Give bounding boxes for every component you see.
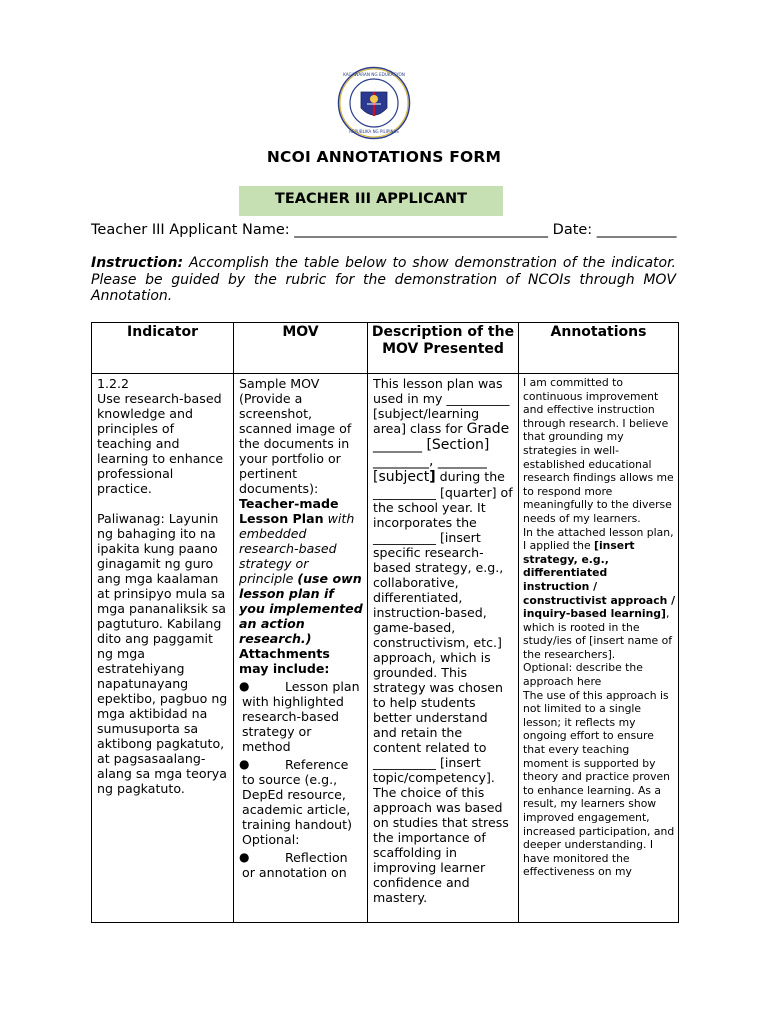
annotations-p4: The use of this approach is not limited to a single lesson; it reflects my ongoing effort to ensure that every teaching moment is supported by theory and practice proven to enhance learning. As a result, my learners show improved engagement, increased participation, and deeper understanding. I have monitored the effectiveness on my: [523, 688, 675, 879]
header-description: Description of the MOV Presented: [368, 323, 519, 374]
table-header-row: [92, 323, 679, 374]
mov-bullet-reflection-text: or annotation on: [242, 865, 347, 880]
annotations-strategy-bold: [insert strategy, e.g., differentiated instruction / constructivist approach / inquiry-based learning]: [523, 539, 676, 621]
instruction-paragraph: [91, 255, 676, 305]
indicator-cell: [92, 374, 234, 923]
instruction-label: Instruction:: [91, 255, 184, 271]
mov-bullet-lesson-plan-text: with highlighted research-based strategy or method: [242, 694, 344, 754]
bullet-icon: ●: [239, 757, 250, 771]
mov-bullet-reference-text: to source (e.g., DepEd resource, academic article, training handout) Optional:: [242, 772, 353, 847]
mov-cell: [234, 374, 368, 923]
ncoi-annotations-table: [91, 322, 679, 923]
header-indicator: Indicator: [92, 323, 234, 374]
mov-intro: Sample MOV (Provide a screenshot, scanned image of the documents in your portfolio or pertinent documents):: [239, 376, 352, 496]
applicant-name-date-line: Teacher III Applicant Name: ___________________________________ Date: ___________: [91, 222, 677, 238]
description-p2: during the __________ [quarter] of the school year. It incorporates the __________ [insert specific research-based strategy, e.g., collaborative, differentiated, instruction-based, game-based, constructivism, etc.] approach, which is grounded. This strategy was chosen to help students better understand and retain the content related to __________ [insert topic/competency]. The choice of this approach was based on studies that stress the importance of scaffolding in improving learner confidence and mastery.: [373, 469, 513, 905]
mov-bullet-reference: ● Reference: [239, 757, 349, 772]
annotations-p3: Optional: describe the approach here: [523, 661, 643, 689]
description-subject: [subject: [373, 469, 430, 485]
applicant-type-banner: TEACHER III APPLICANT: [239, 186, 503, 216]
mov-lesson-plan-bold: Teacher-made Lesson Plan: [239, 496, 339, 526]
mov-embedded-italic: with embedded research-based strategy or principle: [239, 511, 355, 586]
bullet-icon: ●: [239, 679, 250, 693]
table-row: [92, 374, 679, 923]
mov-own-lesson-plan-note: (use own lesson plan if you implemented an action research.): [239, 571, 363, 646]
annotations-p1: I am committed to continuous improvement and effective instruction through research. I believe that grounding my strategies in well-established educational research findings allows me to respond more meaningfully to the diverse needs of my learners.: [523, 376, 674, 525]
mov-bullet-reflection: ● Reflection: [239, 850, 348, 865]
deped-seal-logo: [337, 66, 411, 140]
annotations-p2-post: , which is rooted in the study/ies of [insert name of the researchers].: [523, 607, 673, 661]
svg-text:KAGAWARAN NG EDUKASYON: KAGAWARAN NG EDUKASYON: [343, 72, 405, 77]
header-annotations: Annotations: [519, 323, 679, 374]
indicator-code: 1.2.2: [97, 376, 130, 391]
annotations-p2-pre: In the attached lesson plan, I applied the: [523, 525, 674, 553]
annotations-cell: [519, 374, 679, 923]
instruction-text: Accomplish the table below to show demonstration of the indicator. Please be guided by the rubric for the demonstration of NCOIs through MOV Annotation.: [91, 255, 676, 304]
description-p1: This lesson plan was used in my __________ [subject/learning area] class for: [373, 376, 510, 436]
description-grade: Grade _______ [Section] ________, _______: [373, 421, 510, 469]
svg-text:REPUBLIKA NG PILIPINAS: REPUBLIKA NG PILIPINAS: [349, 129, 399, 134]
description-cell: This lesson plan was used in my __________ [subject/learning area] class for Grade _______ [Section] ________, _______ [subject] during the __________ [quarter] of the school year. It incorporates the __________ [insert specific research-based strategy, e.g., collaborative, differentiated, instruction-based, game-based, constructivism, etc.] approach, which is grounded. This strategy was chosen to help students better understand and retain the content related to __________ [insert topic/competency]. The choice of this approach was based on studies that stress the importance of scaffolding in improving learner confidence and mastery.: [368, 374, 519, 923]
mov-bullet-lesson-plan: ● Lesson plan: [239, 679, 360, 694]
header-mov: MOV: [234, 323, 368, 374]
form-title: NCOI ANNOTATIONS FORM: [266, 148, 502, 166]
indicator-text: Use research-based knowledge and principles of teaching and learning to enhance professional practice.: [97, 391, 224, 496]
bullet-icon: ●: [239, 850, 250, 864]
mov-attachments-label: Attachments may include:: [239, 646, 330, 676]
indicator-paliwanag: Paliwanag: Layunin ng bahaging ito na ipakita kung paano ginagamit ng guro ang mga kaalaman at prinsipyo mula sa mga pananaliksik sa pagtuturo. Kabilang dito ang paggamit ng mga estratehiyang napatunayang epektibo, pagbuo ng mga aktibidad na sumusuporta sa aktibong pagkatuto, at pagsasaalang-alang sa mga teorya ng pagkatuto.: [97, 511, 228, 796]
